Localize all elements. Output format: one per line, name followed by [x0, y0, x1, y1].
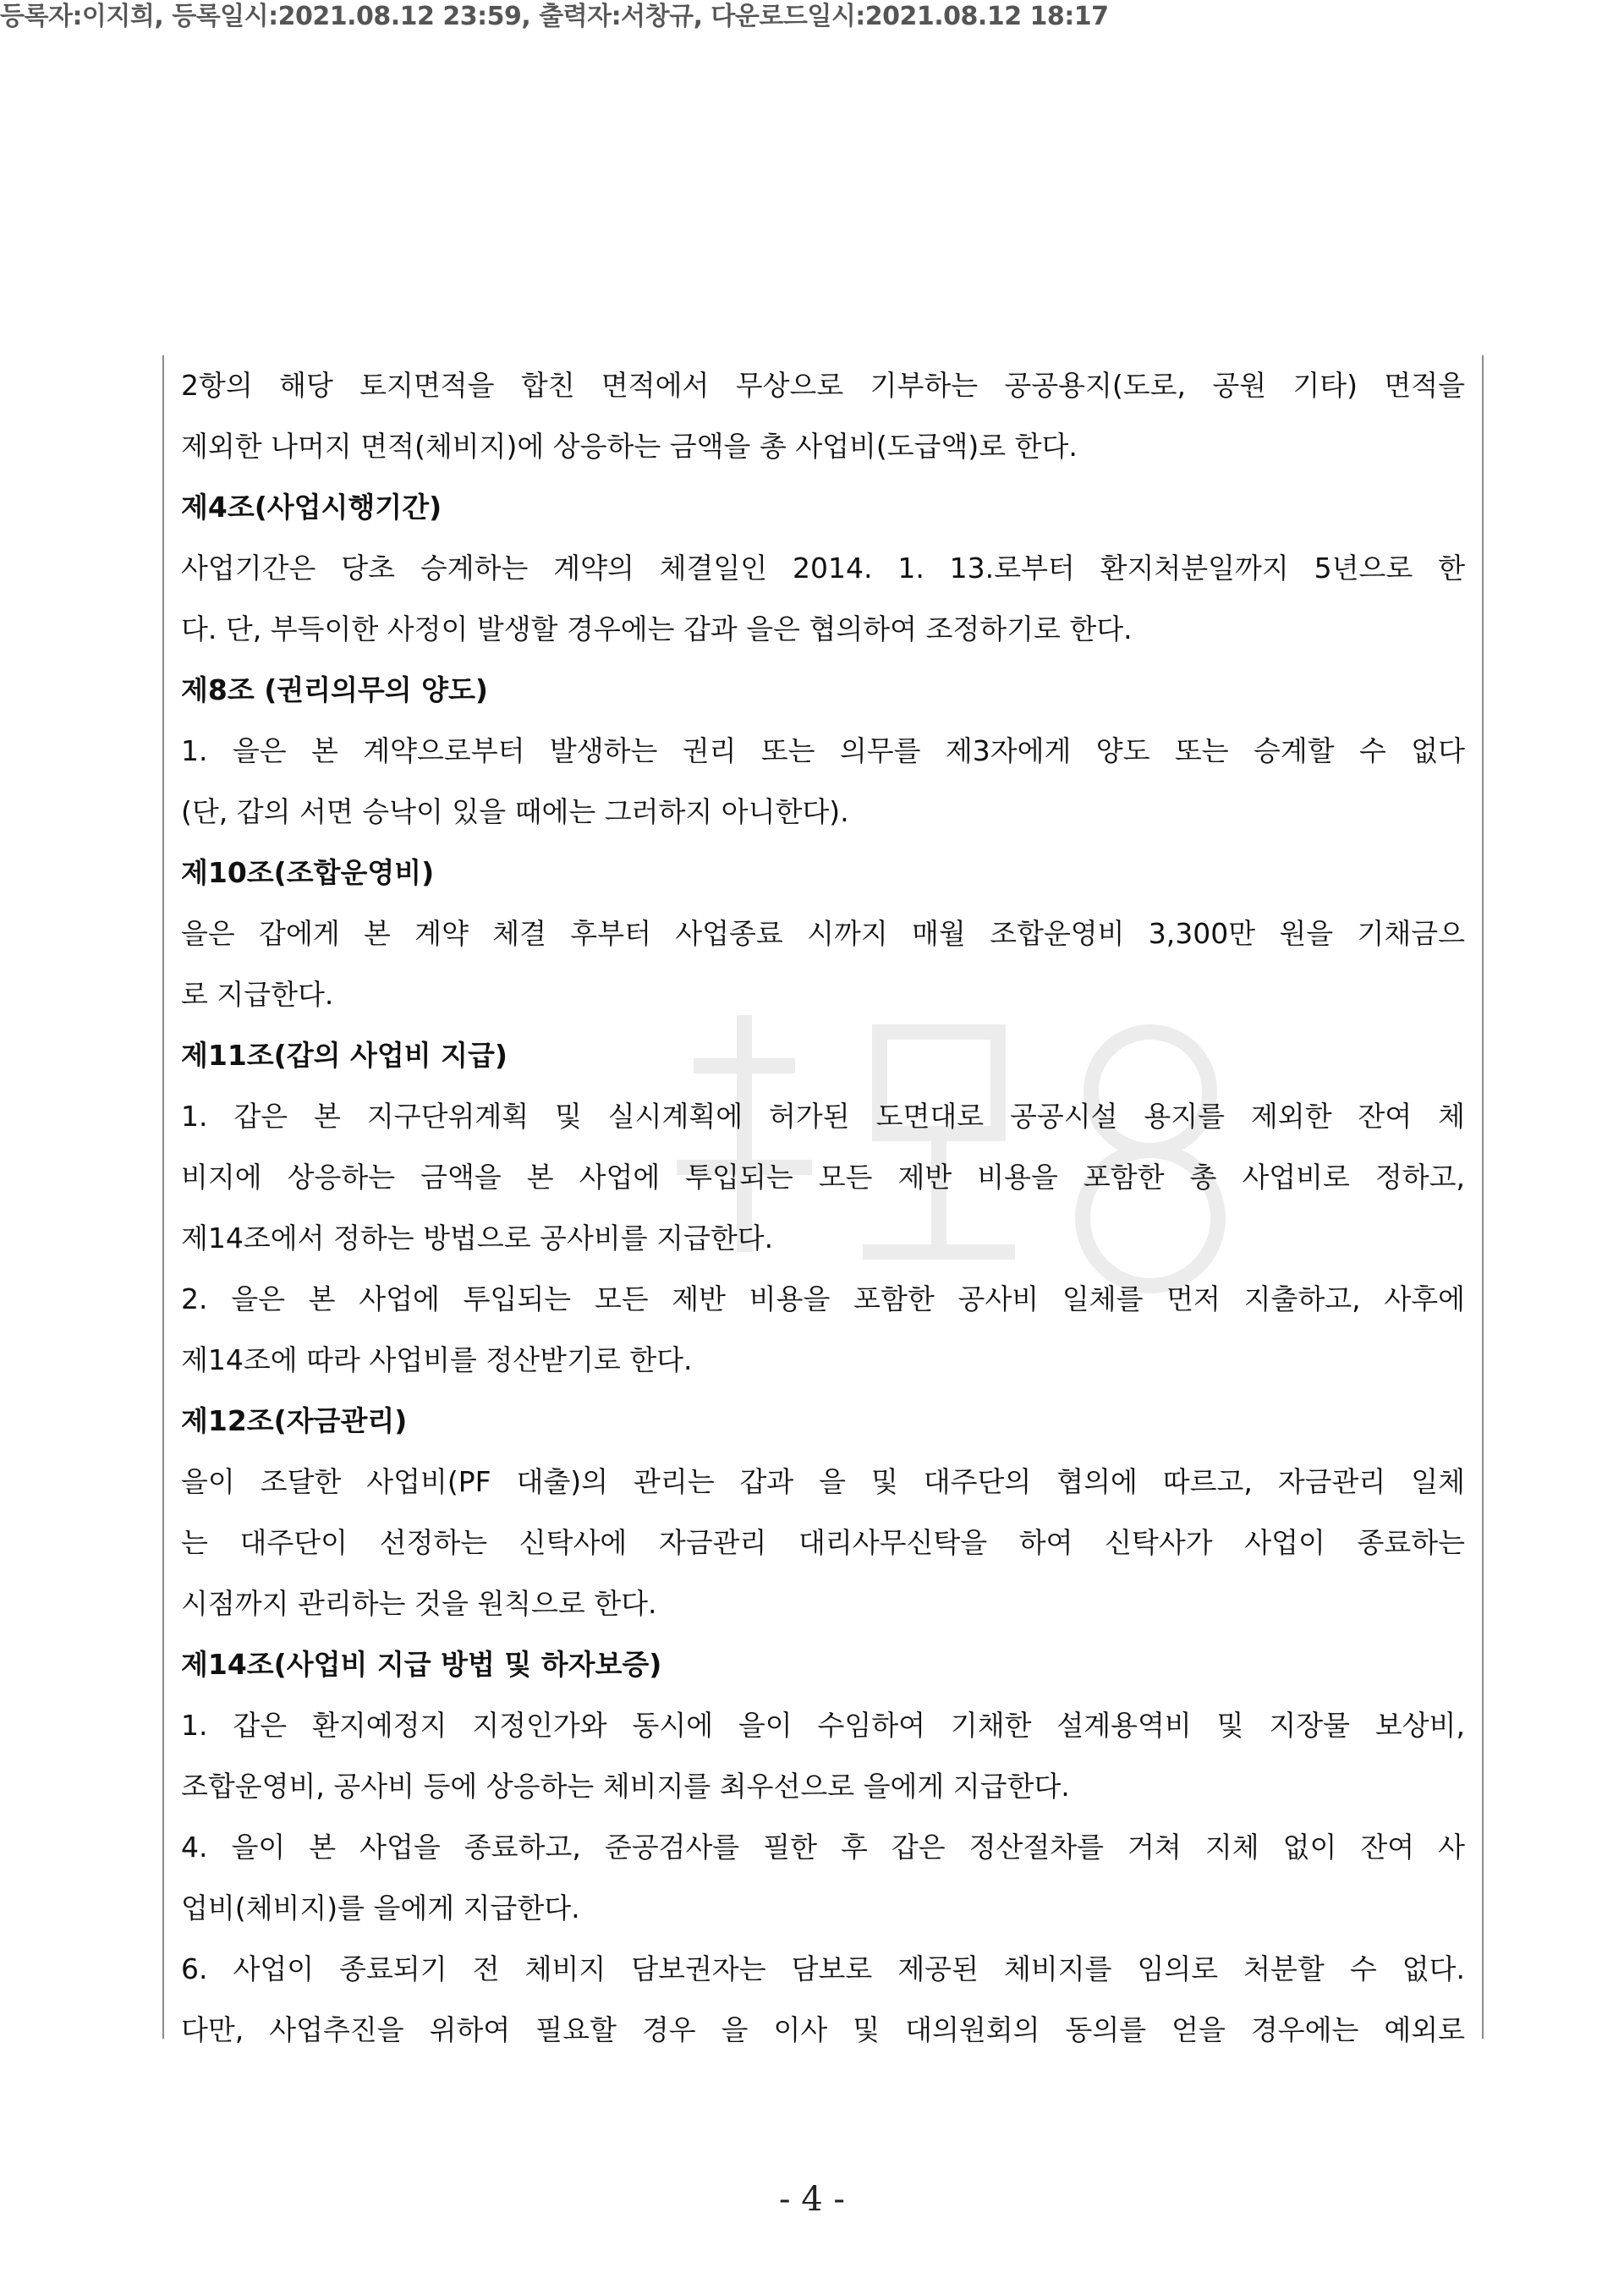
body-line: 6. 사업이 종료되기 전 체비지 담보권자는 담보로 제공된 체비지를 임의로 처분할 수 없다. [181, 1952, 1465, 1985]
body-line: 을은 갑에게 본 계약 체결 후부터 사업종료 시까지 매월 조합운영비 3,300만 원을 기채금으 [181, 917, 1465, 950]
content-frame [162, 355, 1484, 2046]
body-line: 는 대주단이 선정하는 신탁사에 자금관리 대리사무신탁을 하여 신탁사가 사업이 종료하는 [181, 1526, 1465, 1559]
article-heading: 제8조 (권리의무의 양도) [181, 673, 489, 706]
body-line: 업비(체비지)를 을에게 지급한다. [181, 1891, 580, 1924]
article-heading: 제11조(갑의 사업비 지급) [181, 1039, 508, 1072]
body-line: 로 지급한다. [181, 978, 334, 1011]
body-line: (단, 갑의 서면 승낙이 있을 때에는 그러하지 아니한다). [181, 795, 849, 828]
download-stamp: 등록자:이지희, 등록일시:2021.08.12 23:59, 출력자:서창규, 다운로드일시:2021.08.12 18:17 [0, 2, 1109, 31]
body-line: 을이 조달한 사업비(PF 대출)의 관리는 갑과 을 및 대주단의 협의에 따르고, 자금관리 일체 [181, 1465, 1465, 1498]
body-line: 사업기간은 당초 승계하는 계약의 체결일인 2014. 1. 13.로부터 환지처분일까지 5년으로 한 [181, 552, 1465, 585]
body-line: 제14조에 따라 사업비를 정산받기로 한다. [181, 1343, 693, 1376]
document-body [181, 355, 1465, 2061]
article-heading: 제4조(사업시행기간) [181, 491, 442, 524]
body-line: 다만, 사업추진을 위하여 필요할 경우 을 이사 및 대의원회의 동의를 얻을 경우에는 예외로 [181, 2013, 1465, 2046]
body-line: 비지에 상응하는 금액을 본 사업에 투입되는 모든 제반 비용을 포함한 총 사업비로 정하고, [181, 1161, 1465, 1194]
article-heading: 제12조(자금관리) [181, 1404, 408, 1437]
body-line: 2. 을은 본 사업에 투입되는 모든 제반 비용을 포함한 공사비 일체를 먼저 지출하고, 사후에 [181, 1282, 1465, 1315]
body-line: 시점까지 관리하는 것을 원칙으로 한다. [181, 1587, 657, 1620]
article-heading: 제14조(사업비 지급 방법 및 하자보증) [181, 1648, 662, 1681]
article-heading: 제10조(조합운영비) [181, 856, 435, 889]
body-line: 제14조에서 정하는 방법으로 공사비를 지급한다. [181, 1222, 774, 1255]
body-line: 조합운영비, 공사비 등에 상응하는 체비지를 최우선으로 을에게 지급한다. [181, 1770, 1070, 1803]
body-line: 다. 단, 부득이한 사정이 발생할 경우에는 갑과 을은 협의하여 조정하기로 한다. [181, 612, 1133, 645]
body-line: 1. 갑은 환지예정지 지정인가와 동시에 을이 수임하여 기채한 설계용역비 및 지장물 보상비, [181, 1709, 1465, 1742]
body-line: 1. 을은 본 계약으로부터 발생하는 권리 또는 의무를 제3자에게 양도 또는 승계할 수 없다 [181, 734, 1465, 767]
body-line: 제외한 나머지 면적(체비지)에 상응하는 금액을 총 사업비(도급액)로 한다. [181, 430, 1078, 463]
body-line: 2항의 해당 토지면적을 합친 면적에서 무상으로 기부하는 공공용지(도로, 공원 기타) 면적을 [181, 369, 1465, 402]
page-number: - 4 - [779, 2180, 845, 2219]
body-line: 1. 갑은 본 지구단위계획 및 실시계획에 허가된 도면대로 공공시설 용지를 제외한 잔여 체 [181, 1100, 1465, 1133]
body-line: 4. 을이 본 사업을 종료하고, 준공검사를 필한 후 갑은 정산절차를 거쳐 지체 없이 잔여 사 [181, 1831, 1465, 1864]
